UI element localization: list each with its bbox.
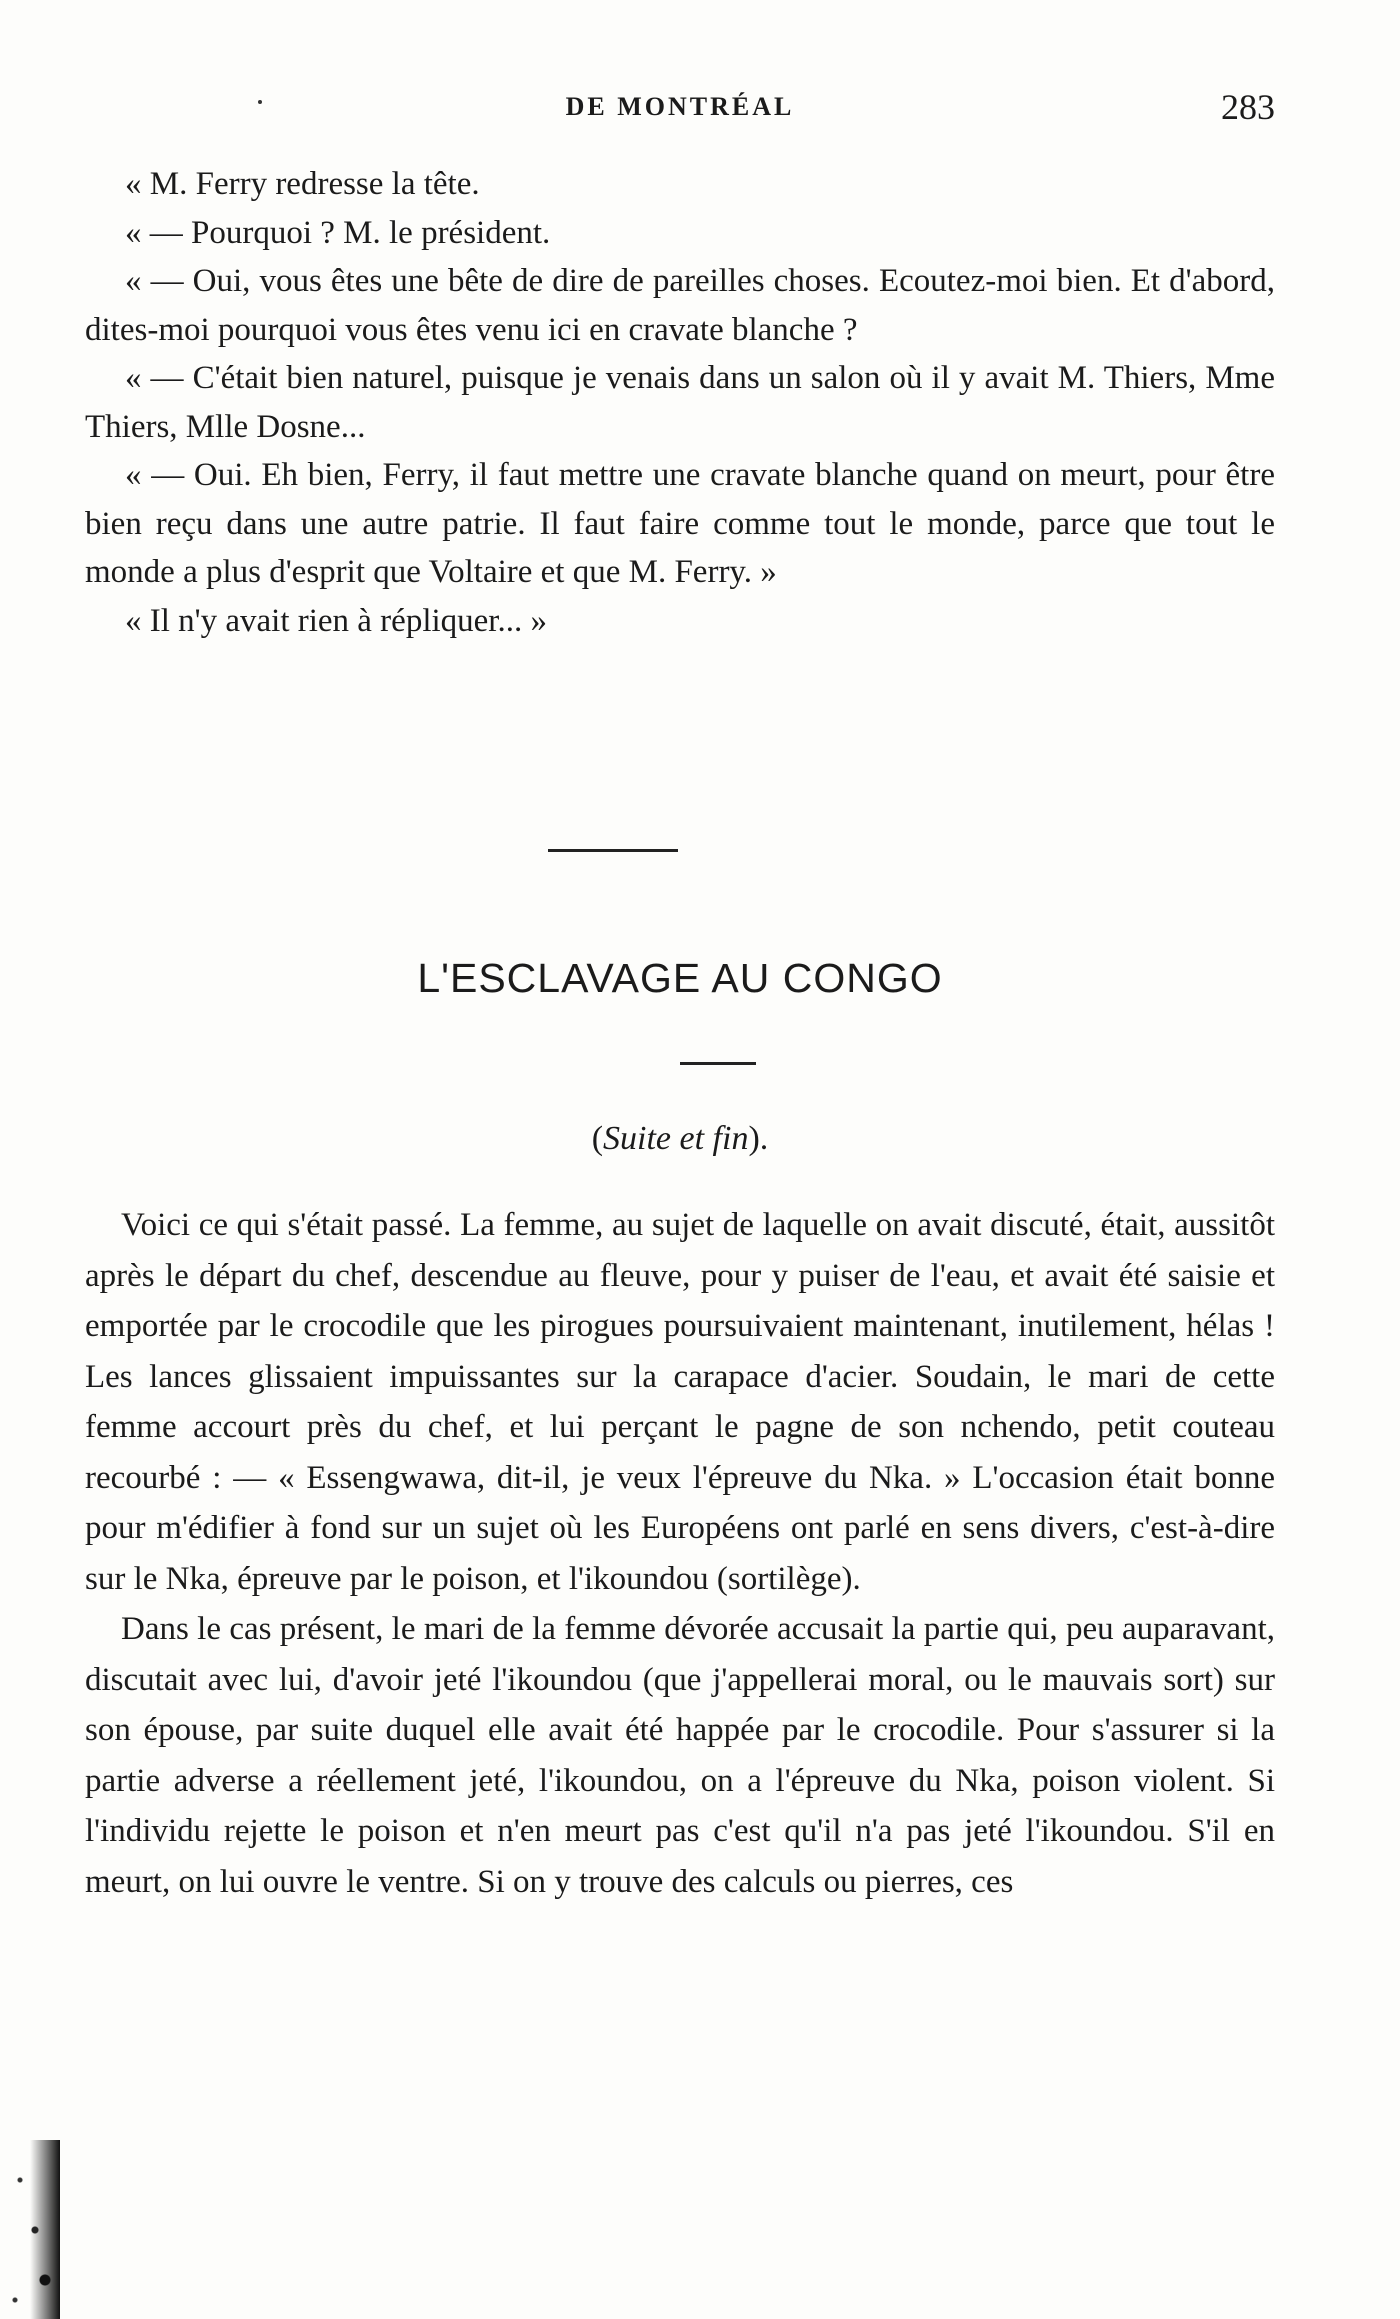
paragraph: Voici ce qui s'était passé. La femme, au sujet de laquelle on avait discuté, était, aussitôt après le départ du chef, descendue au fleuve, pour y puiser de l'eau, et avait été saisie et emportée par le crocodile que les pirogues poursuivaient maintenant, inutilement, hélas ! Les lances glissaient impuissantes sur la carapace d'acier. Soudain, le mari de cette femme accourt près du chef, et lui perçant le pagne de son nchendo, petit couteau recourbé : — « Essengwawa, dit-il, je veux l'épreuve du Nka. » L'occasion était bonne pour m'édifier à fond sur un sujet où les Européens ont parlé en sens divers, c'est-à-dire sur le Nka, épreuve par le poison, et l'ikoundou (sortilège). [85, 1207, 1275, 1597]
dialogue-block [85, 160, 1275, 645]
ink-dot [258, 100, 262, 104]
paragraph: « Il n'y avait rien à répliquer... » [125, 602, 547, 639]
paragraph: « M. Ferry redresse la tête. [125, 166, 480, 202]
page-edge-smudge [0, 2140, 60, 2319]
paragraph: « — Pourquoi ? M. le président. [125, 214, 551, 251]
section-subtitle: (Suite et fin). [591, 1120, 769, 1157]
title-rule [680, 1062, 756, 1065]
section-title: L'ESCLAVAGE AU CONGO [417, 955, 943, 1001]
running-head: DE MONTRÉAL [565, 92, 795, 121]
paragraph: Dans le cas présent, le mari de la femme dévorée accusait la partie qui, peu auparavant, discutait avec lui, d'avoir jeté l'ikoundou (que j'appellerai moral, ou le mauvais sort) sur son épouse, par suite duquel elle avait été happée par le crocodile. Pour s'assurer si la partie adverse a réellement jeté, l'ikoundou, on a l'épreuve du Nka, poison violent. Si l'individu rejette le poison et n'en meurt pas c'est qu'il n'a pas jeté l'ikoundou. S'il en meurt, on lui ouvre le ventre. Si on y trouve des calculs ou pierres, ces [85, 1611, 1275, 1900]
paragraph: « — Oui. Eh bien, Ferry, il faut mettre une cravate blanche quand on meurt, pour être bien reçu dans une autre patrie. Il faut faire comme tout le monde, parce que tout le monde a plus d'esprit que Voltaire et que M. Ferry. » [85, 457, 1275, 590]
article-body [85, 1200, 1275, 1907]
section-divider [548, 849, 678, 852]
subtitle-text: Suite et fin [603, 1120, 749, 1157]
paragraph: « — Oui, vous êtes une bête de dire de pareilles choses. Ecoutez-moi bien. Et d'abord, dites-moi pourquoi vous êtes venu ici en cravate blanche ? [85, 263, 1275, 348]
page-number: 283 [1221, 87, 1275, 127]
page-header [85, 87, 1275, 132]
paragraph: « — C'était bien naturel, puisque je venais dans un salon où il y avait M. Thiers, Mme Thiers, Mlle Dosne... [85, 360, 1275, 445]
